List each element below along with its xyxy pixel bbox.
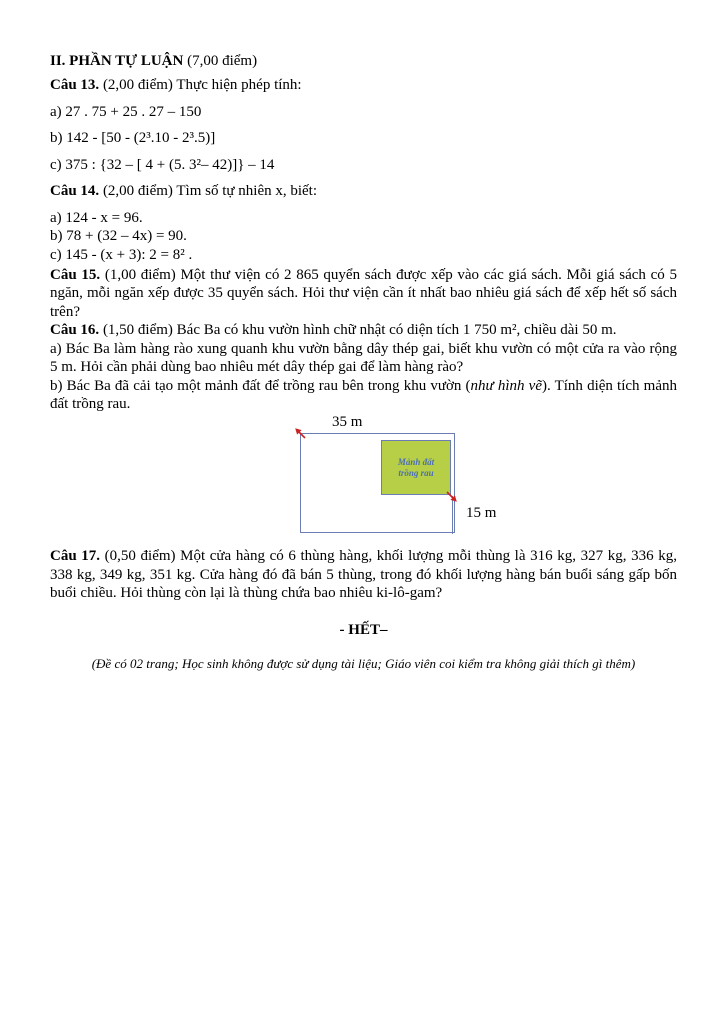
red-dimension-arrow-top-left-icon (294, 427, 307, 440)
footer-note: (Đề có 02 trang; Học sinh không được sử dụng tài liệu; Giáo viên coi kiểm tra không giải thích gì thêm) (91, 656, 636, 672)
q14-part-b: b) 78 + (32 – 4x) = 90. (50, 228, 187, 245)
q16-part-b-italic: như hình vẽ (470, 377, 542, 394)
q16-part-a: a) Bác Ba làm hàng rào xung quanh khu vườn bằng dây thép gai, biết khu vườn có một cửa ra vào rộng 5 m. Hỏi cần phải dùng bao nhiêu mét dây thép gai để làm hàng rào? (50, 340, 677, 376)
q16-part-b-pre: b) Bác Ba đã cải tạo một mảnh đất để trồng rau bên trong khu vườn ( (50, 377, 471, 394)
garden-rectangle (300, 433, 497, 533)
q17-body: (0,50 điểm) Một cửa hàng có 6 thùng hàng, khối lượng mỗi thùng là 316 kg, 327 kg, 336 kg, 338 kg, 349 kg, 351 kg. Cửa hàng đó đã bán 5 thùng, trong đó khối lượng hàng bán buổi sáng gấp bốn buổi chiều. Hỏi thùng còn lại là thùng chứa bao nhiêu ki-lô-gam? (50, 548, 677, 602)
q15-paragraph (50, 266, 677, 321)
q17-paragraph (50, 547, 677, 602)
q13-heading (50, 76, 677, 94)
section-heading-bold: II. PHẦN TỰ LUẬN (50, 53, 184, 69)
q16-part-b-post: ). Tính diện tích mảnh đất trồng rau. (50, 377, 677, 412)
garden-height-label: 15 m (466, 505, 497, 522)
q16-body: (1,50 điểm) Bác Ba có khu vườn hình chữ nhật có diện tích 1 750 m², chiều dài 50 m. (99, 322, 617, 339)
q15-label: Câu 15. (50, 266, 101, 283)
q13-part-b: b) 142 - [50 - (2³.10 - 2³.5)] (50, 130, 216, 147)
section-heading-rest: (7,00 điểm) (183, 53, 258, 69)
q14-part-a: a) 124 - x = 96. (50, 209, 143, 226)
q13-part-a: a) 27 . 75 + 25 . 27 – 150 (50, 103, 202, 120)
garden-figure (250, 416, 670, 533)
garden-width-label: 35 m (332, 414, 363, 431)
q15-body: (1,00 điểm) Một thư viện có 2 865 quyển sách được xếp vào các giá sách. Mỗi giá sách có 5 ngăn, mỗi ngăn xếp được 35 quyển sách. Hỏi thư viện cần ít nhất bao nhiêu giá sách để xếp hết số sách trên? (50, 266, 677, 320)
q14-intro: (2,00 điểm) Tìm số tự nhiên x, biết: (99, 183, 318, 200)
vegetable-plot-label: Mảnh đất trồng rau (397, 457, 435, 478)
red-dimension-arrow-bottom-right-icon (445, 490, 458, 503)
q16-heading (50, 321, 677, 339)
q16-label: Câu 16. (50, 322, 100, 339)
q16-part-b (50, 377, 677, 414)
vegetable-plot-rectangle (381, 440, 451, 495)
end-marker: - HẾT– (339, 621, 388, 638)
q14-label: Câu 14. (50, 183, 100, 200)
q14-heading (50, 182, 677, 200)
section-heading (50, 52, 677, 70)
q13-part-c: c) 375 : {32 – [ 4 + (5. 3²– 42)]} – 14 (50, 156, 275, 173)
q13-intro: (2,00 điểm) Thực hiện phép tính: (99, 77, 302, 94)
q14-part-c: c) 145 - (x + 3): 2 = 8² . (50, 246, 193, 263)
q13-label: Câu 13. (50, 77, 100, 94)
q17-label: Câu 17. (50, 548, 101, 565)
